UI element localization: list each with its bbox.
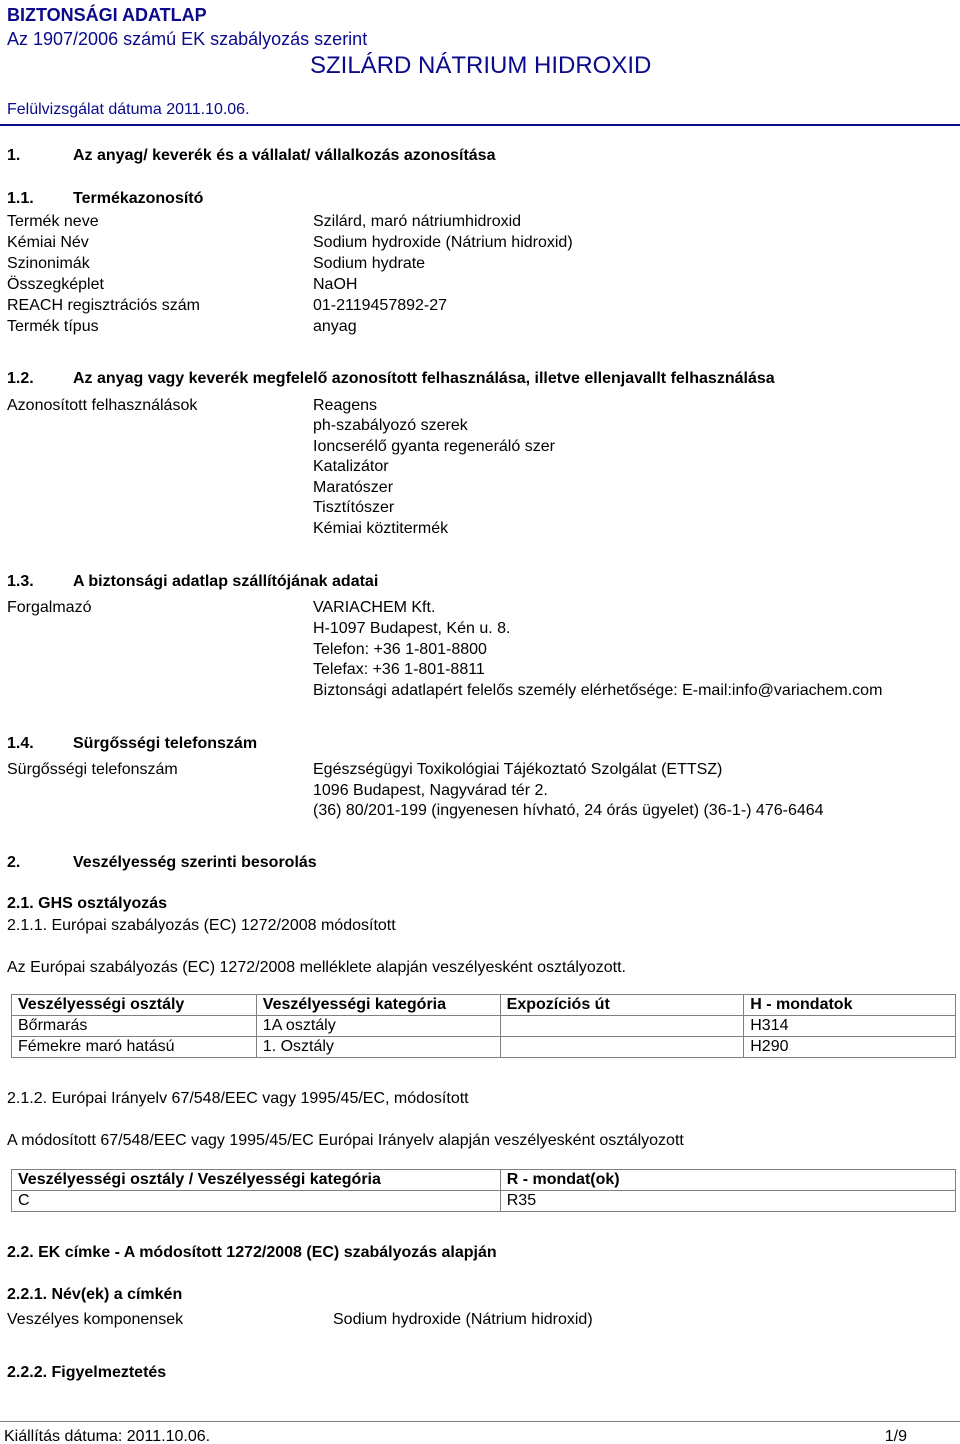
hazardous-components-value: Sodium hydroxide (Nátrium hidroxid) bbox=[333, 1311, 593, 1328]
field-value: 01-2119457892-27 bbox=[313, 297, 448, 314]
list-item: (36) 80/201-199 (ingyenesen hívható, 24 órás ügyelet) (36-1-) 476-6464 bbox=[313, 802, 824, 819]
section-title: Az anyag/ keverék és a vállalat/ vállalkozás azonosítása bbox=[73, 147, 496, 164]
list-item: Tisztítószer bbox=[313, 499, 395, 516]
table-header-row bbox=[12, 995, 956, 1016]
list-item: Ioncserélő gyanta regeneráló szer bbox=[313, 438, 555, 455]
table-cell: H314 bbox=[744, 1016, 956, 1037]
classification-statement: A módosított 67/548/EEC vagy 1995/45/EC Európai Irányelv alapján veszélyesként osztályozott bbox=[7, 1132, 684, 1149]
eu-directive-subheading: 2.1.2. Európai Irányelv 67/548/EEC vagy 1995/45/EC, módosított bbox=[7, 1090, 469, 1107]
list-item: ph-szabályozó szerek bbox=[313, 417, 468, 434]
section-number: 1.3. bbox=[7, 573, 34, 590]
ec-label-heading: 2.2. EK címke - A módosított 1272/2008 (EC) szabályozás alapján bbox=[7, 1244, 497, 1261]
field-label: REACH regisztrációs szám bbox=[7, 297, 200, 314]
list-item: Reagens bbox=[313, 397, 378, 414]
column-header: Veszélyességi osztály / Veszélyességi kategória bbox=[12, 1170, 501, 1191]
issue-date: Kiállítás dátuma: 2011.10.06. bbox=[4, 1428, 211, 1444]
section-title: Veszélyesség szerinti besorolás bbox=[73, 854, 317, 871]
list-item: Telefon: +36 1-801-8800 bbox=[313, 641, 487, 658]
directive-classification-table bbox=[11, 1169, 956, 1212]
warning-heading: 2.2.2. Figyelmeztetés bbox=[7, 1364, 167, 1381]
section-number: 1.1. bbox=[7, 190, 34, 207]
table-header-row bbox=[12, 1170, 956, 1191]
distributor-label: Forgalmazó bbox=[7, 599, 92, 616]
list-item: Katalizátor bbox=[313, 458, 389, 475]
ghs-hazard-table bbox=[11, 994, 956, 1058]
table-cell: H290 bbox=[744, 1037, 956, 1058]
list-item: VARIACHEM Kft. bbox=[313, 599, 436, 616]
table-cell: 1A osztály bbox=[256, 1016, 500, 1037]
column-header: H - mondatok bbox=[744, 995, 956, 1016]
document-header bbox=[0, 0, 960, 126]
column-header: R - mondat(ok) bbox=[500, 1170, 955, 1191]
ghs-classification-heading: 2.1. GHS osztályozás bbox=[7, 895, 168, 912]
table-cell bbox=[500, 1037, 744, 1058]
field-label: Termék neve bbox=[7, 213, 99, 230]
section-title: Sürgősségi telefonszám bbox=[73, 735, 258, 752]
table-cell: Fémekre maró hatású bbox=[12, 1037, 257, 1058]
section-title: Az anyag vagy keverék megfelelő azonosított felhasználása, illetve ellenjavallt felhasználása bbox=[73, 370, 775, 387]
field-value: Sodium hydroxide (Nátrium hidroxid) bbox=[313, 234, 573, 251]
table-cell: R35 bbox=[500, 1191, 955, 1212]
section-title: Termékazonosító bbox=[73, 190, 204, 207]
field-label: Összegképlet bbox=[7, 276, 104, 293]
list-item: Egészségügyi Toxikológiai Tájékoztató Szolgálat (ETTSZ) bbox=[313, 761, 723, 778]
list-item: Telefax: +36 1-801-8811 bbox=[313, 661, 485, 678]
document-title: BIZTONSÁGI ADATLAP bbox=[7, 5, 207, 25]
section-number: 1. bbox=[7, 147, 21, 164]
hazardous-components-label: Veszélyes komponensek bbox=[7, 1311, 184, 1328]
column-header: Expozíciós út bbox=[500, 995, 744, 1016]
list-item: 1096 Budapest, Nagyvárad tér 2. bbox=[313, 782, 548, 799]
section-number: 1.4. bbox=[7, 735, 34, 752]
eu-regulation-subheading: 2.1.1. Európai szabályozás (EC) 1272/2008 módosított bbox=[7, 917, 396, 934]
emergency-phone-label: Sürgősségi telefonszám bbox=[7, 761, 178, 778]
table-row bbox=[12, 1037, 956, 1058]
table-cell bbox=[500, 1016, 744, 1037]
field-value: Sodium hydrate bbox=[313, 255, 426, 272]
field-label: Kémiai Név bbox=[7, 234, 89, 251]
document-footer bbox=[0, 1423, 960, 1444]
table-cell: Bőrmarás bbox=[12, 1016, 257, 1037]
section-number: 1.2. bbox=[7, 370, 34, 387]
column-header: Veszélyességi osztály bbox=[12, 995, 257, 1016]
page-number: 1/9 bbox=[884, 1428, 907, 1444]
identified-uses-label: Azonosított felhasználások bbox=[7, 397, 198, 414]
table-cell: C bbox=[12, 1191, 501, 1212]
section-title: A biztonsági adatlap szállítójának adatai bbox=[73, 573, 379, 590]
table-row bbox=[12, 1191, 956, 1212]
field-label: Szinonimák bbox=[7, 255, 90, 272]
list-item: Kémiai köztitermék bbox=[313, 520, 449, 537]
classification-statement: Az Európai szabályozás (EC) 1272/2008 melléklete alapján veszélyesként osztályozott. bbox=[7, 959, 626, 976]
regulation-reference: Az 1907/2006 számú EK szabályozás szerint bbox=[7, 29, 368, 49]
footer-rule bbox=[0, 1421, 960, 1422]
list-item: H-1097 Budapest, Kén u. 8. bbox=[313, 620, 511, 637]
table-cell: 1. Osztály bbox=[256, 1037, 500, 1058]
revision-date: Felülvizsgálat dátuma 2011.10.06. bbox=[7, 101, 250, 118]
field-value: anyag bbox=[313, 318, 357, 335]
section-number: 2. bbox=[7, 854, 21, 871]
field-value: NaOH bbox=[313, 276, 358, 293]
label-names-heading: 2.2.1. Név(ek) a címkén bbox=[7, 1286, 183, 1303]
list-item: Biztonsági adatlapért felelős személy elérhetősége: E-mail:info@variachem.com bbox=[313, 682, 883, 699]
field-label: Termék típus bbox=[7, 318, 99, 335]
table-row bbox=[12, 1016, 956, 1037]
field-value: Szilárd, maró nátriumhidroxid bbox=[313, 213, 522, 230]
list-item: Maratószer bbox=[313, 479, 394, 496]
product-title: SZILÁRD NÁTRIUM HIDROXID bbox=[310, 52, 652, 79]
header-rule bbox=[0, 124, 960, 126]
column-header: Veszélyességi kategória bbox=[256, 995, 500, 1016]
